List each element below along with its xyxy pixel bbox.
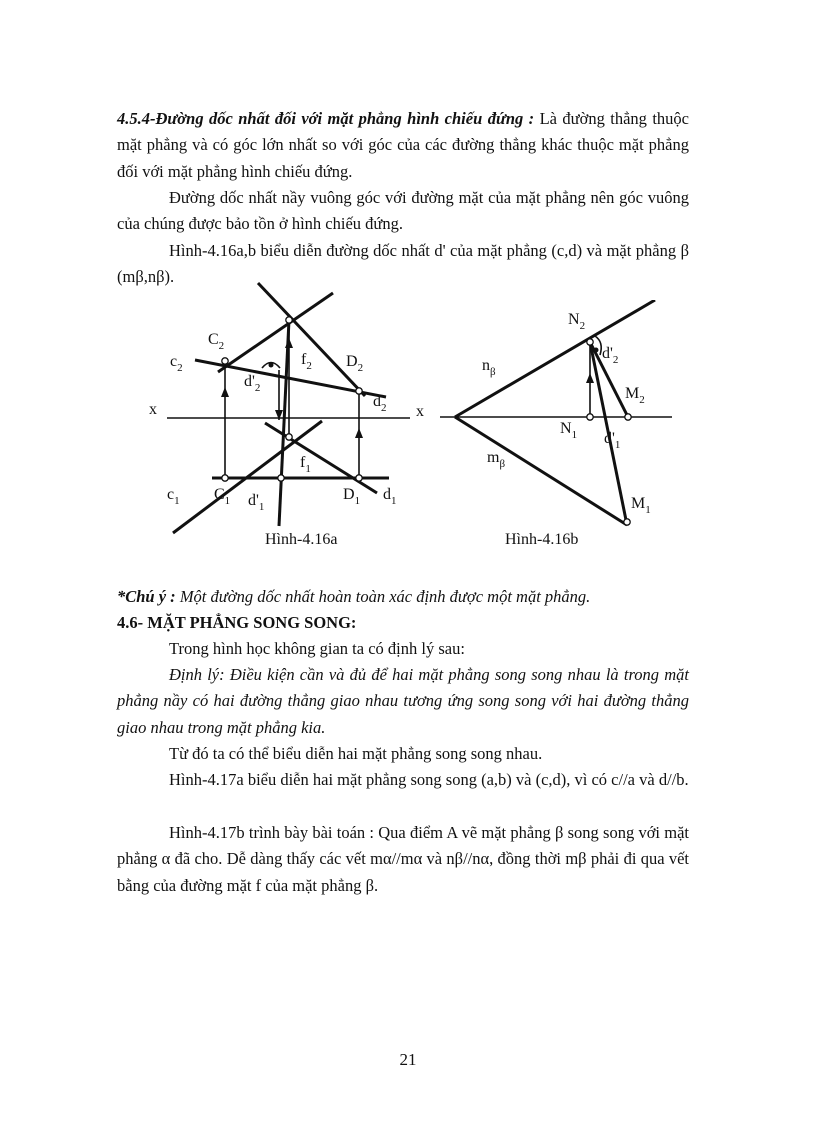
figure-4-16b xyxy=(410,300,710,540)
label-m-beta: $m_\beta$ xyxy=(487,449,506,470)
label-f1: $f_1$ xyxy=(300,454,311,475)
label-M1: $M_1$ xyxy=(631,495,651,516)
page-number: 21 xyxy=(399,1050,417,1069)
label-d1: $d_1$ xyxy=(383,486,397,507)
label-D2: $D_2$ xyxy=(346,353,364,374)
paragraph-fig-4-17b: Hình-4.17b trình bày bài toán : Qua điểm A vẽ mặt phẳng β song song với mặt phẳng α đã cho. Dễ dàng thấy các vết mα//mα và nβ//nα, đồng thời mβ phải đi qua vết bằng của đường mặt f của mặt phẳng β. xyxy=(117,823,689,895)
label-d-prime-2: $d'_2$ xyxy=(244,373,261,394)
paragraph-steepest-line: Đường dốc nhất nầy vuông góc với đường mặt của mặt phẳng nên góc vuông của chúng được bảo tồn ở hình chiếu đứng. xyxy=(117,188,689,234)
note-text: Một đường dốc nhất hoàn toàn xác định được một mặt phẳng. xyxy=(175,587,591,606)
label-d-prime-1: $d'_1$ xyxy=(248,492,265,513)
label-d-prime-2-b: $d'_2$ xyxy=(602,345,619,366)
label-c1: $c_1$ xyxy=(167,486,180,507)
figure-4-16a xyxy=(140,280,440,535)
label-N2: $N_2$ xyxy=(568,311,586,332)
section-454-paragraph xyxy=(117,106,689,185)
note-paragraph xyxy=(117,584,689,610)
label-d2: $d_2$ xyxy=(373,393,387,414)
section-454-heading: 4.5.4-Đường dốc nhất đối với mặt phẳng hình chiếu đứng : xyxy=(117,109,535,128)
note-label: *Chú ý : xyxy=(117,587,176,606)
label-C1: $C_1$ xyxy=(214,486,231,507)
paragraph-represent: Từ đó ta có thể biểu diễn hai mặt phẳng song song nhau. xyxy=(169,744,543,763)
label-N1: $N_1$ xyxy=(560,420,578,441)
label-M2: $M_2$ xyxy=(625,385,645,406)
label-D1: $D_1$ xyxy=(343,486,361,507)
label-c2: $c_2$ xyxy=(170,353,183,374)
section-46-heading: 4.6- MẶT PHẲNG SONG SONG: xyxy=(117,613,357,632)
caption-fig-4-16a: Hình-4.16a xyxy=(265,531,338,548)
label-C2: $C_2$ xyxy=(208,331,225,352)
label-x-axis-b: x xyxy=(416,403,424,420)
label-n-beta: $n_\beta$ xyxy=(482,357,496,378)
paragraph-space-geometry: Trong hình học không gian ta có định lý sau: xyxy=(169,639,465,658)
label-f2: $f_2$ xyxy=(301,351,312,372)
paragraph-theorem: Định lý: Điều kiện cần và đủ để hai mặt phẳng song song nhau là trong mặt phẳng nầy có hai đường thẳng giao nhau tương ứng song song với hai đường thẳng giao nhau trong mặt phẳng kia. xyxy=(117,665,689,737)
section-454-text: Là đường thẳng thuộc mặt phẳng và có góc lớn nhất so với góc của các đường thẳng khác thuộc mặt phẳng đối với mặt phẳng hình chiếu đứng. xyxy=(117,109,689,181)
caption-fig-4-16b: Hình-4.16b xyxy=(505,531,579,548)
paragraph-figure-ref: Hình-4.16a,b biểu diễn đường dốc nhất d' của mặt phẳng (c,d) và mặt phẳng β (mβ,nβ). xyxy=(117,241,689,287)
label-x-axis-a: x xyxy=(149,401,157,418)
label-d-prime-1-b: $d'_1$ xyxy=(604,430,621,451)
paragraph-fig-4-17a: Hình-4.17a biểu diễn hai mặt phẳng song song (a,b) và (c,d), vì có c//a và d//b. xyxy=(169,770,689,789)
